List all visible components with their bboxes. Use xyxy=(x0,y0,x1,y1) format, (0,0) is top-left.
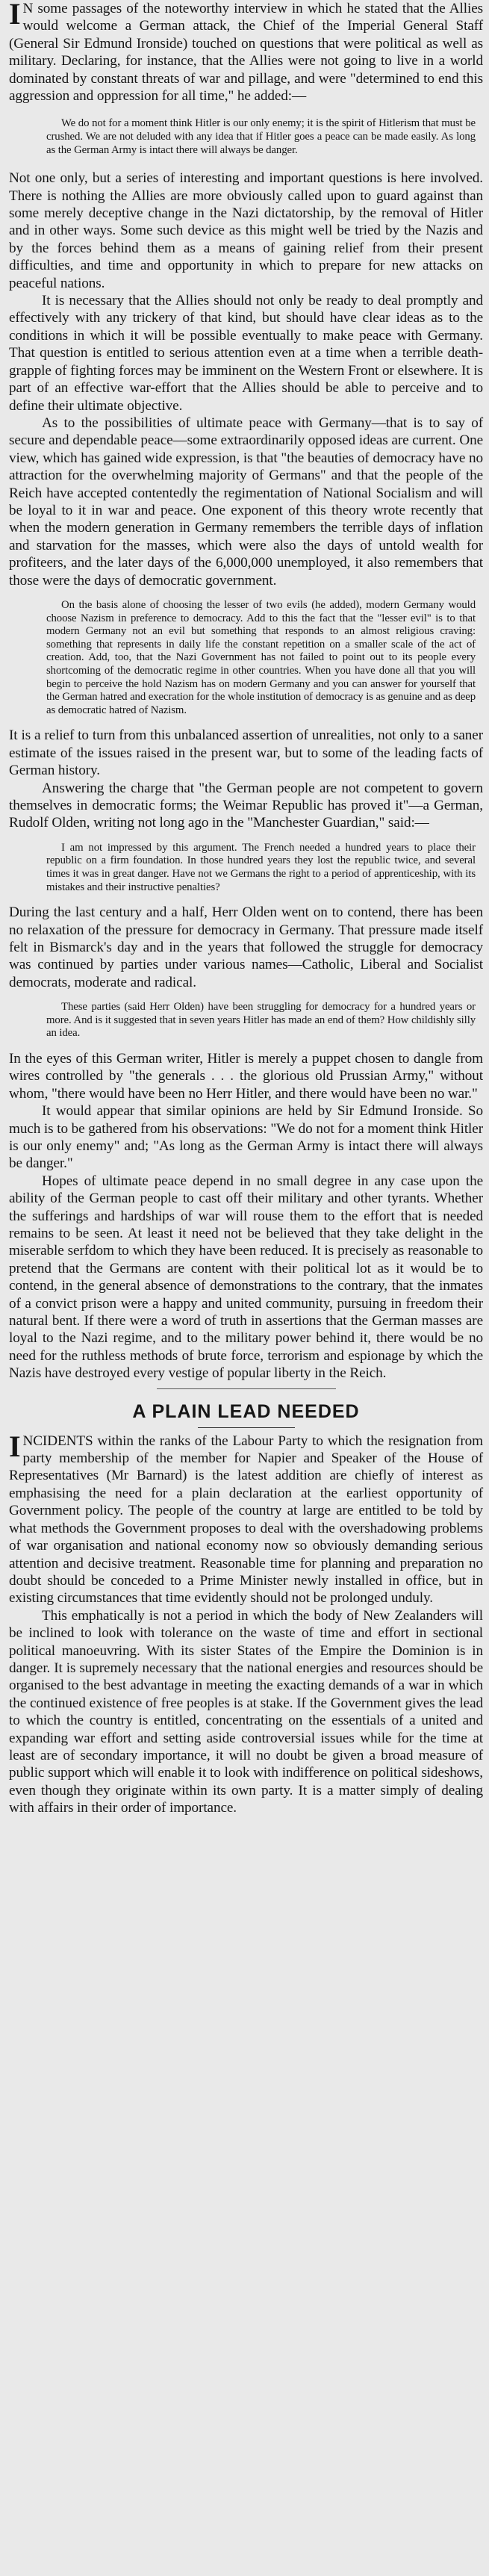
headline-underline xyxy=(198,1427,295,1428)
olden-quote-2: These parties (said Herr Olden) have been struggling for democracy for a hundred years or more. And is it suggested that in seven years Hitler has made an end of them? How childishly silly an idea. xyxy=(46,1001,476,1040)
article1-paragraph-9: It would appear that similar opinions are held by Sir Edmund Ironside. So much is to be gathered from his observations: "We do not for a moment think Hitler is our only enemy" and; "As long as the German Army is intact there will always be danger." xyxy=(9,1103,483,1172)
article1-paragraph-6: Answering the charge that "the German people are not competent to govern themselves in democratic forms; the Weimar Republic has proved it"—a German, Rudolf Olden, writing not long ago in the "Manchester Guardian," said:— xyxy=(9,780,483,831)
article1-paragraph-3: It is necessary that the Allies should not only be ready to deal promptly and effectively with any trickery of that kind, but should have clear ideas as to the conditions in which it will be possible eventually to make peace with Germany. That question is entitled to serious attention even at a time when a terrible death-grapple of fighting forces may be imminent on the Western Front or elsewhere. It is part of an effective war-effort that the Allies should be able to perceive and to define their ultimate objective. xyxy=(9,293,483,414)
article1-paragraph-7: During the last century and a half, Herr Olden went on to contend, there has been no relaxation of the pressure for democracy in Germany. That pressure made itself felt in Bismarck's day and in the years that followed the struggle for democracy was continued by parties under various names—Catholic, Liberal and Socialist democrats, moderate and radical. xyxy=(9,904,483,990)
article1-paragraph-5: It is a relief to turn from this unbalanced assertion of unrealities, not only to a saner estimate of the issues raised in the present war, but to some of the leading facts of German history. xyxy=(9,727,483,779)
article2-paragraph-2: This emphatically is not a period in which the body of New Zealanders will be inclined to look with tolerance on the waste of time and effort in sectional political manoeuvring. With its sister States of the Empire the Dominion is in danger. It is supremely necessary that the national energies and resources should be organised to the best advantage in meeting the exacting demands of a war in which the continued existence of free peoples is at stake. If the Government gives the lead to which the country is entitled, concentrating on the essentials of a united and expanding war effort and setting aside controversial issues while for the time at least are of secondary importance, it will no doubt be given a broad measure of public support which will enable it to look with indifference on political sideshows, even though they originate within its own party. It is a matter simply of dealing with affairs in their order of importance. xyxy=(9,1607,483,1816)
article2-headline: A PLAIN LEAD NEEDED xyxy=(132,1400,360,1422)
article1-paragraph-4: As to the possibilities of ultimate peace with Germany—that is to say of secure and dependable peace—some extraordinarily opposed ideas are current. One view, which has gained wide expression, is that "the beauties of democracy have no attraction for the overwhelming majority of Germans" and that the people of the Reich have accepted contentedly the regimentation of National Socialism and will be loyal to it in war and peace. One exponent of this theory wrote recently that when the modern generation in Germany remembers the terrible days of inflation and starvation for the masses, which were also the days of untold wealth for profiteers, and the later days of the 6,000,000 unemployed, it also remembers that those were the days of democratic government. xyxy=(9,415,483,589)
article1-paragraph-10: Hopes of ultimate peace depend in no small degree in any case upon the ability of the German people to cast off their military and other tyrants. Whether the sufferings and hardships of war will rouse them to the effort that is needed remains to be seen. At least it need not be believed that they take delight in the miserable serfdom to which they have been reduced. It is precisely as reasonable to pretend that the Germans are content with their political lot as it would be to contend, in the general absence of demonstrations to the contrary, that the inmates of a convict prison were a happy and united community, pursuing in freedom their natural bent. If there were a word of truth in assertions that the German masses are loyal to the Nazi regime, and to the military power behind it, there would be no need for the ruthless methods of brute force, terrorism and espionage by which the Nazis have destroyed every vestige of popular liberty in the Reich. xyxy=(9,1173,483,1382)
article1-paragraph-1: IN some passages of the noteworthy interview in which he stated that the Allies would welcome a German attack, the Chief of the Imperial General Staff (General Sir Edmund Ironside) touched on questions that were political as well as military. Declaring, for instance, that the Allies were not going to live in a world dominated by constant threats of war and pillage, and were "determined to end this aggression and oppression for all time," he added:— xyxy=(9,0,483,105)
article2-paragraph-1: INCIDENTS within the ranks of the Labour Party to which the resignation from party membership of the member for Napier and Speaker of the House of Representatives (Mr Barnard) is the latest addition are chiefly of interest as emphasising the need for a plain declaration at the earliest opportunity of Government policy. The people of the country at large are entitled to be told by what methods the Government proposes to deal with the overshadowing problems of war organisation and national economy now so obviously demanding serious attention and decisive treatment. Reasonable time for planning and preparation no doubt should be conceded to a Prime Minister newly installed in office, but in existing circumstances that time evidently should not be prolonged unduly. xyxy=(9,1429,483,1607)
section-divider xyxy=(157,1388,336,1389)
article1-paragraph-8: In the eyes of this German writer, Hitler is merely a puppet chosen to dangle from wires controlled by "the generals . . . the glorious old Prussian Army," without whom, "there would have been no Herr Hitler, and there would have been no war." xyxy=(9,1050,483,1102)
article1-paragraph-2: Not one only, but a series of interesting and important questions is here involved. There is nothing the Allies are more obviously called upon to guard against than some merely deceptive change in the Nazi dictatorship, by the removal of Hitler and in other ways. Some such device as this might well be tried by the Nazis and by the forces behind them as a means of gaining relief from their present difficulties, and time and opportunity in which to prepare for new attacks on peaceful nations. xyxy=(9,170,483,291)
lesser-evil-quote: On the basis alone of choosing the lesser of two evils (he added), modern Germany would choose Nazism in preference to democracy. Add to this the fact that the "lesser evil" is to that modern Germany not an evil but something that responds to an almost religious craving: something that represents in daily life the constant repetition on a smaller scale of the act of creation. Add, too, that the Nazi Government has not failed to point out to its people every shortcoming of the democratic regime in other countries. When you have done all that you will begin to perceive the hold Nazism has on modern Germany and you can answer for yourself that the German hatred and execration for the whole institution of democracy is as genuine and as deep as democratic hatred of Nazism. xyxy=(46,598,476,716)
ironside-quote: We do not for a moment think Hitler is our only enemy; it is the spirit of Hitlerism that must be crushed. We are not deluded with any idea that if Hitler goes a peace can be made easily. As long as the German Army is intact there will always be danger. xyxy=(46,117,476,156)
olden-quote-1: I am not impressed by this argument. The French needed a hundred years to place their republic on a firm foundation. In those hundred years they lost the republic twice, and several times it was in great danger. Have not we Germans the right to a period of apprenticeship, with its mistakes and their instructive penalties? xyxy=(46,841,476,893)
